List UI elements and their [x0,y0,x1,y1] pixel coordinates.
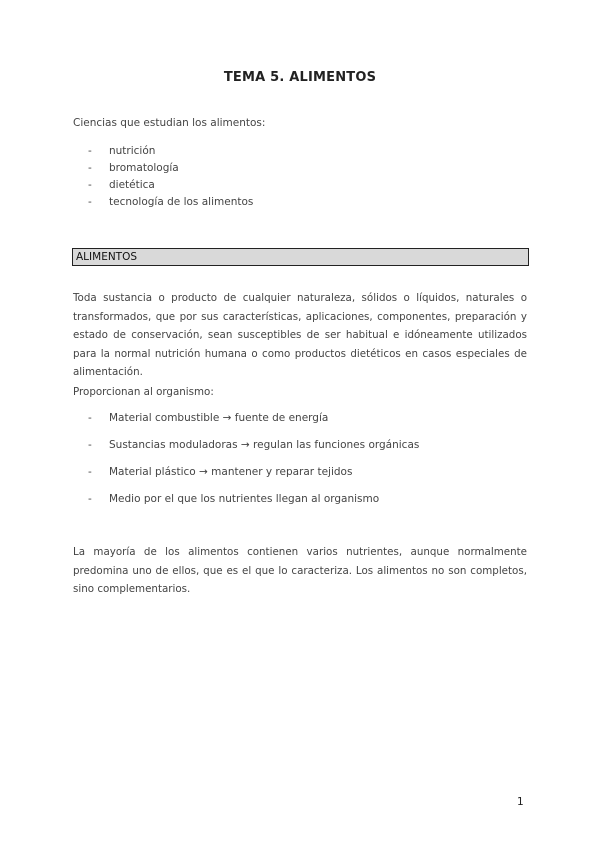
list-item-text: Medio por el que los nutrientes llegan al organismo [109,493,380,505]
list-item [88,160,253,177]
bullet-dash: - [88,439,92,451]
list-item-text: nutrición [109,145,156,157]
list-item [88,464,419,491]
bullet-dash: - [88,145,92,157]
list-item [88,410,419,437]
list-item-text: Sustancias moduladoras → regulan las funciones orgánicas [109,439,420,451]
list-item [88,194,253,211]
bullet-dash: - [88,466,92,478]
list-item-text: Material combustible → fuente de energía [109,412,329,424]
list-item [88,491,419,518]
list-item-text: bromatología [109,162,179,174]
bullet-dash: - [88,493,92,505]
list-item [88,143,253,160]
list-item [88,437,419,464]
intro-text: Ciencias que estudian los alimentos: [73,117,266,129]
definition-paragraph: Toda sustancia o producto de cualquier naturaleza, sólidos o líquidos, naturales o transformados, que por sus características, aplicaciones, componentes, preparación y estado de conservación, sean susceptibles de ser habitual e idóneamente utilizados para la normal nutrición humana o como productos dietéticos en casos especiales de alimentación. [73,292,527,379]
list-item-text: tecnología de los alimentos [109,196,254,208]
provide-intro-text: Proporcionan al organismo: [73,386,214,398]
list-item-text: dietética [109,179,155,191]
list-item [88,177,253,194]
conclusion-paragraph: La mayoría de los alimentos contienen varios nutrientes, aunque normalmente predomina uno de ellos, que es el que lo caracteriza. Los alimentos no son completos, sino complementarios. [73,546,527,596]
bullet-dash: - [88,196,92,208]
page-number: 1 [517,796,524,808]
provides-list [88,410,419,518]
bullet-dash: - [88,412,92,424]
bullet-dash: - [88,179,92,191]
section-header-alimentos: ALIMENTOS [72,248,529,266]
list-item-text: Material plástico → mantener y reparar tejidos [109,466,353,478]
sciences-list [88,143,253,211]
bullet-dash: - [88,162,92,174]
page-title: TEMA 5. ALIMENTOS [223,70,377,85]
